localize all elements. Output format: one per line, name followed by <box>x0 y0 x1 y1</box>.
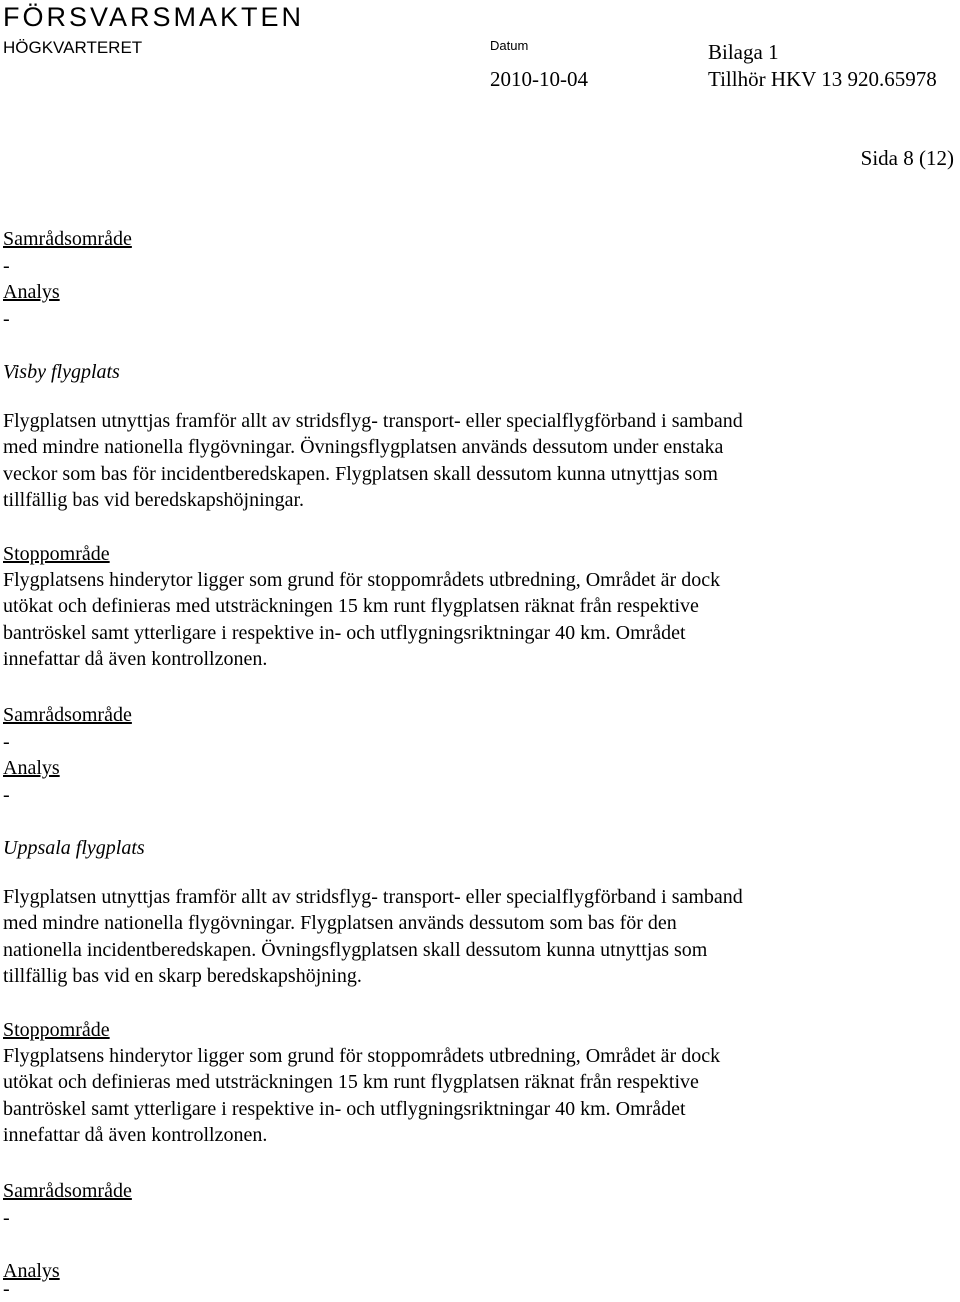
organization-logo-text: FÖRSVARSMAKTEN <box>3 2 305 32</box>
paragraph-line: tillfällig bas vid beredskapshöjningar. <box>3 489 305 512</box>
paragraph-line: bantröskel samt ytterligare i respektive in- och utflygningsriktningar 40 km. Området <box>3 1097 686 1120</box>
dash-separator: - <box>3 1278 10 1300</box>
document-reference: Tillhör HKV 13 920.65978 <box>708 67 937 91</box>
analys-link[interactable]: Analys <box>3 281 60 303</box>
paragraph-line: veckor som bas för incidentberedskapen. Flygplatsen skall dessutom kunna utnyttjas som <box>3 462 718 485</box>
analys-link[interactable]: Analys <box>3 1260 60 1282</box>
analys-link[interactable]: Analys <box>3 757 60 779</box>
paragraph-line: med mindre nationella flygövningar. Övningsflygplatsen används dessutom under enstaka <box>3 436 724 459</box>
paragraph-line: bantröskel samt ytterligare i respektive in- och utflygningsriktningar 40 km. Området <box>3 621 686 644</box>
paragraph-line: utökat och definieras med utsträckningen 15 km runt flygplatsen räknat från respektive <box>3 595 699 618</box>
dash-separator: - <box>3 308 10 330</box>
samradsomrade-link[interactable]: Samrådsområde <box>3 228 132 250</box>
date-label: Datum <box>490 38 529 53</box>
paragraph-line: Flygplatsens hinderytor ligger som grund för stoppområdets utbredning, Området är dock <box>3 569 721 591</box>
paragraph-line: Flygplatsens hinderytor ligger som grund för stoppområdets utbredning, Området är dock <box>3 1045 721 1067</box>
stoppomrade-link[interactable]: Stoppområde <box>3 1019 110 1041</box>
paragraph-line: nationella incidentberedskapen. Övningsflygplatsen skall dessutom kunna utnyttjas som <box>3 938 708 961</box>
page-number: Sida 8 (12) <box>860 146 954 170</box>
visby-paragraph <box>3 408 958 514</box>
dash-separator: - <box>3 784 10 806</box>
uppsala-paragraph <box>3 884 958 990</box>
visby-stop-paragraph <box>3 567 958 673</box>
samradsomrade-link[interactable]: Samrådsområde <box>3 704 132 726</box>
paragraph-line: Flygplatsen utnyttjas framför allt av stridsflyg- transport- eller specialflygförband i samband <box>3 886 743 908</box>
paragraph-line: med mindre nationella flygövningar. Flygplatsen används dessutom som bas för den <box>3 912 677 935</box>
dash-separator: - <box>3 731 10 753</box>
paragraph-line: innefattar då även kontrollzonen. <box>3 1124 268 1147</box>
uppsala-stop-paragraph <box>3 1043 958 1149</box>
paragraph-line: utökat och definieras med utsträckningen 15 km runt flygplatsen räknat från respektive <box>3 1071 699 1094</box>
paragraph-line: innefattar då även kontrollzonen. <box>3 648 268 671</box>
stoppomrade-link[interactable]: Stoppområde <box>3 543 110 565</box>
paragraph-line: tillfällig bas vid en skarp beredskapshöjning. <box>3 965 362 988</box>
samradsomrade-link[interactable]: Samrådsområde <box>3 1180 132 1202</box>
document-date: 2010-10-04 <box>490 67 588 91</box>
visby-title: Visby flygplats <box>3 361 120 383</box>
dash-separator: - <box>3 255 10 277</box>
uppsala-title: Uppsala flygplats <box>3 837 145 859</box>
unit-name: HÖGKVARTERET <box>3 38 143 57</box>
paragraph-line: Flygplatsen utnyttjas framför allt av stridsflyg- transport- eller specialflygförband i samband <box>3 410 743 432</box>
annex-label: Bilaga 1 <box>708 40 779 64</box>
dash-separator: - <box>3 1207 10 1229</box>
